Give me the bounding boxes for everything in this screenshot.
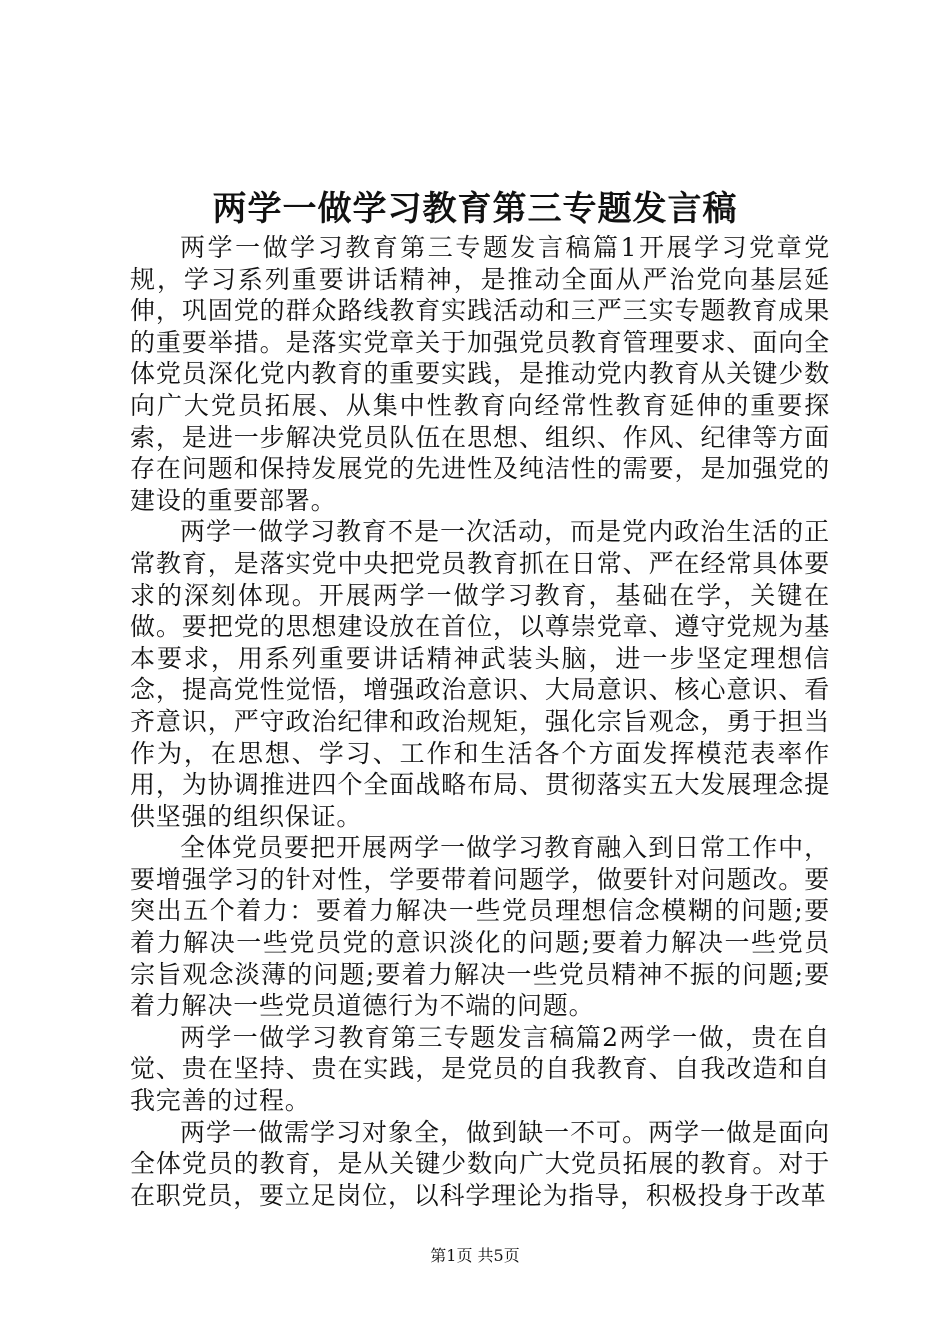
paragraph: 两学一做需学习对象全，做到缺一不可。两学一做是面向全体党员的教育，是从关键少数向广大党员拓展的教育。对于在职党员，要立足岗位，以科学理论为指导，积极投身于改革	[130, 1117, 830, 1210]
page-number: 第1页 共5页	[430, 1246, 520, 1265]
paragraph: 两学一做学习教育第三专题发言稿篇2两学一做，贵在自觉、贵在坚持、贵在实践，是党员的自我教育、自我改造和自我完善的过程。	[130, 1022, 830, 1116]
document-body	[130, 232, 830, 1211]
page-footer	[0, 1245, 950, 1267]
document-title: 两学一做学习教育第三专题发言稿	[212, 189, 738, 229]
paragraph: 全体党员要把开展两学一做学习教育融入到日常工作中，要增强学习的针对性，学要带着问题学，做要针对问题改。要突出五个着力：要着力解决一些党员理想信念模糊的问题;要着力解决一些党员党的意识淡化的问题;要着力解决一些党员宗旨观念淡薄的问题;要着力解决一些党员精神不振的问题;要着力解决一些党员道德行为不端的问题。	[130, 833, 830, 1021]
paragraph: 两学一做学习教育不是一次活动，而是党内政治生活的正常教育，是落实党中央把党员教育抓在日常、严在经常具体要求的深刻体现。开展两学一做学习教育，基础在学，关键在做。要把党的思想建设放在首位，以尊崇党章、遵守党规为基本要求，用系列重要讲话精神武装头脑，进一步坚定理想信念，提高党性觉悟，增强政治意识、大局意识、核心意识、看齐意识，严守政治纪律和政治规矩，强化宗旨观念，勇于担当作为，在思想、学习、工作和生活各个方面发挥模范表率作用，为协调推进四个全面战略布局、贯彻落实五大发展理念提供坚强的组织保证。	[130, 517, 830, 831]
paragraph: 两学一做学习教育第三专题发言稿篇1开展学习党章党规，学习系列重要讲话精神，是推动全面从严治党向基层延伸，巩固党的群众路线教育实践活动和三严三实专题教育成果的重要举措。是落实党章关于加强党员教育管理要求、面向全体党员深化党内教育的重要实践，是推动党内教育从关键少数向广大党员拓展、从集中性教育向经常性教育延伸的重要探索，是进一步解决党员队伍在思想、组织、作风、纪律等方面存在问题和保持发展党的先进性及纯洁性的需要，是加强党的建设的重要部署。	[130, 233, 830, 515]
